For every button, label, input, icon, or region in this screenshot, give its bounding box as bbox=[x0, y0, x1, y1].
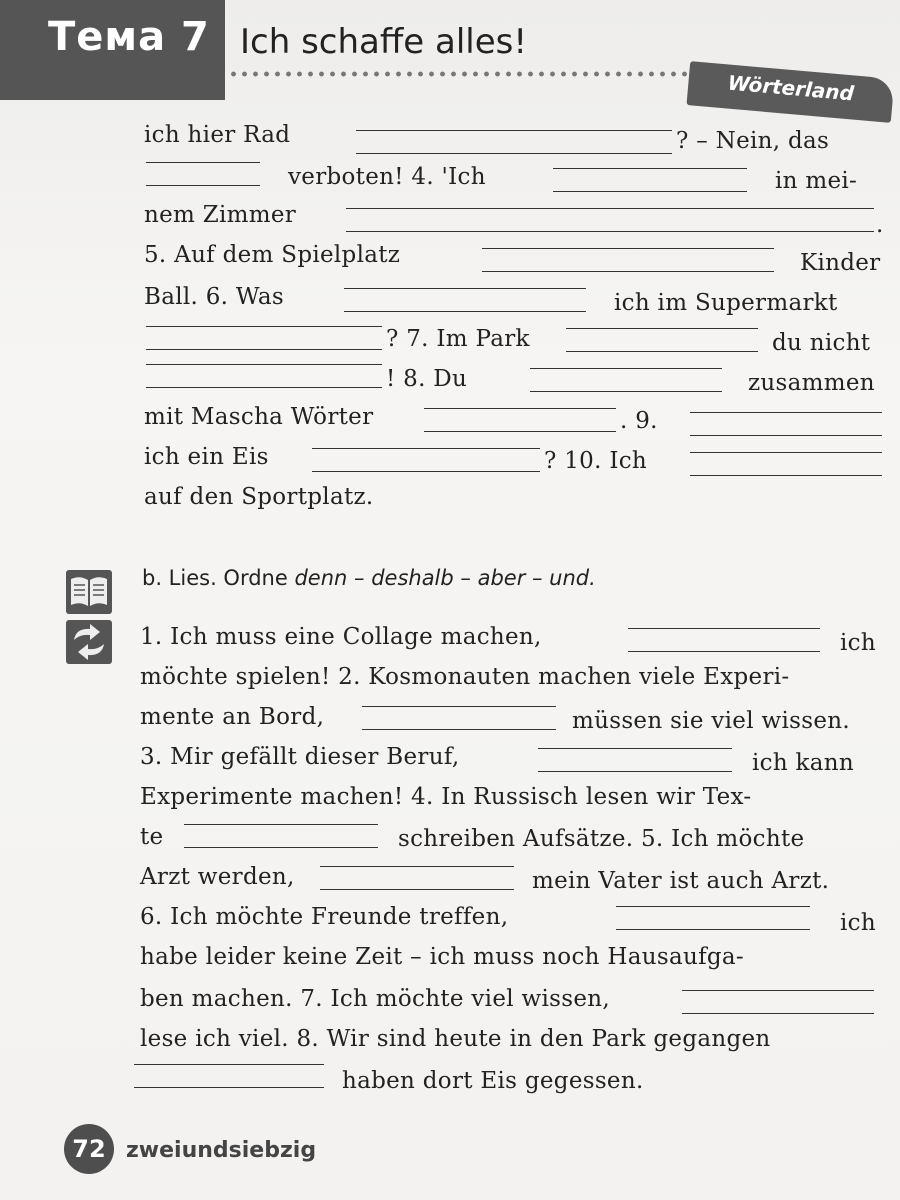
text-line: mente an Bord, bbox=[140, 704, 325, 730]
theme-label: Тема 7 bbox=[48, 14, 210, 60]
text-line: Ball. 6. Was bbox=[144, 284, 284, 310]
answer-blank[interactable] bbox=[356, 130, 672, 154]
text-line: mit Mascha Wörter bbox=[144, 404, 374, 430]
text-line: ? – Nein, das bbox=[676, 128, 830, 154]
text-line: . bbox=[876, 212, 884, 238]
answer-blank[interactable] bbox=[146, 364, 382, 388]
answer-blank[interactable] bbox=[346, 208, 874, 232]
answer-blank[interactable] bbox=[538, 748, 732, 772]
text-line: schreiben Aufsätze. 5. Ich möchte bbox=[398, 826, 805, 852]
text-line: ? 7. Im Park bbox=[386, 326, 530, 352]
answer-blank[interactable] bbox=[616, 906, 810, 930]
answer-blank[interactable] bbox=[362, 706, 556, 730]
text-line: lese ich viel. 8. Wir sind heute in den Park gegangen bbox=[140, 1026, 771, 1052]
exchange-arrows-icon bbox=[66, 620, 112, 664]
text-line: 1. Ich muss eine Collage machen, bbox=[140, 624, 542, 650]
text-line: Kinder bbox=[800, 250, 881, 276]
answer-blank[interactable] bbox=[184, 824, 378, 848]
answer-blank[interactable] bbox=[530, 368, 722, 392]
text-line: mein Vater ist auch Arzt. bbox=[532, 868, 830, 894]
answer-blank[interactable] bbox=[690, 412, 882, 436]
answer-blank[interactable] bbox=[146, 326, 382, 350]
answer-blank[interactable] bbox=[320, 866, 514, 890]
text-line: . 9. bbox=[620, 408, 658, 434]
text-line: ich bbox=[840, 910, 876, 936]
answer-blank[interactable] bbox=[566, 328, 758, 352]
text-line: te bbox=[140, 824, 164, 850]
open-book-icon bbox=[66, 570, 112, 614]
text-line: ben machen. 7. Ich möchte viel wissen, bbox=[140, 986, 610, 1012]
text-line: ich kann bbox=[752, 750, 855, 776]
text-line: 6. Ich möchte Freunde treffen, bbox=[140, 904, 509, 930]
text-line: Arzt werden, bbox=[140, 864, 295, 890]
dotted-divider bbox=[228, 70, 698, 78]
answer-blank[interactable] bbox=[344, 288, 586, 312]
text-line: Experimente machen! 4. In Russisch lesen wir Tex- bbox=[140, 784, 752, 810]
answer-blank[interactable] bbox=[682, 990, 874, 1014]
answer-blank[interactable] bbox=[312, 448, 540, 472]
answer-blank[interactable] bbox=[424, 408, 616, 432]
text-line: nem Zimmer bbox=[144, 202, 297, 228]
woerterland-label: Wörterland bbox=[726, 70, 855, 106]
text-line: ! 8. Du bbox=[386, 366, 468, 392]
text-line: ? 10. Ich bbox=[544, 448, 648, 474]
text-line: du nicht bbox=[772, 330, 871, 356]
answer-blank[interactable] bbox=[553, 168, 747, 192]
text-line: ich bbox=[840, 630, 876, 656]
text-line: 5. Auf dem Spielplatz bbox=[144, 242, 401, 268]
page-title: Ich schaffe alles! bbox=[240, 22, 528, 62]
text-line: habe leider keine Zeit – ich muss noch Hausaufga- bbox=[140, 944, 744, 970]
text-line: verboten! 4. 'Ich bbox=[288, 164, 486, 190]
text-line: ich hier Rad bbox=[144, 122, 291, 148]
text-line: 3. Mir gefällt dieser Beruf, bbox=[140, 744, 460, 770]
task-b-instruction bbox=[142, 566, 596, 590]
page-number-word: zweiundsiebzig bbox=[126, 1138, 317, 1163]
text-line: auf den Sportplatz. bbox=[144, 484, 374, 510]
task-b-lead: b. Lies. Ordne bbox=[142, 566, 295, 590]
text-line: ich im Supermarkt bbox=[614, 290, 838, 316]
text-line: müssen sie viel wissen. bbox=[572, 708, 850, 734]
answer-blank[interactable] bbox=[628, 628, 820, 652]
answer-blank[interactable] bbox=[690, 452, 882, 476]
text-line: in mei- bbox=[775, 168, 858, 194]
text-line: zusammen bbox=[748, 370, 875, 396]
text-line: haben dort Eis gegessen. bbox=[342, 1068, 644, 1094]
task-b-words: denn – deshalb – aber – und. bbox=[294, 566, 596, 590]
answer-blank[interactable] bbox=[146, 162, 260, 186]
text-line: ich ein Eis bbox=[144, 444, 269, 470]
page-number: 72 bbox=[64, 1124, 114, 1174]
answer-blank[interactable] bbox=[134, 1064, 324, 1088]
answer-blank[interactable] bbox=[482, 248, 774, 272]
text-line: möchte spielen! 2. Kosmonauten machen viele Experi- bbox=[140, 664, 790, 690]
